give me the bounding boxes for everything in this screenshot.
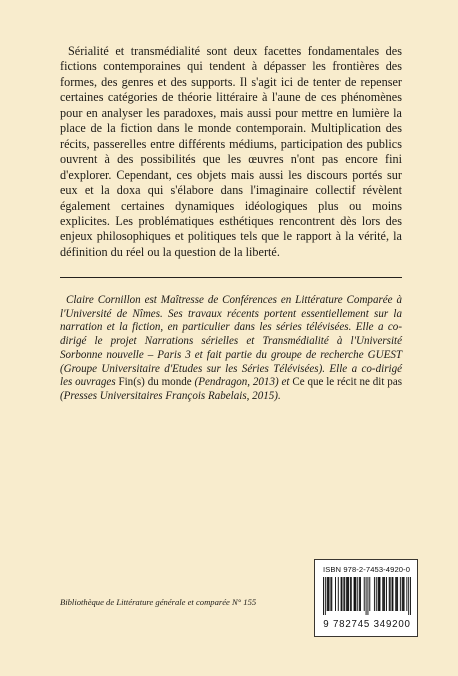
barcode-bar [395,577,396,611]
barcode-bar [374,577,375,611]
barcode-bar [351,577,352,611]
author-bio-part-3: (Presses Universitaires François Rabelais, 2015). [60,389,281,402]
barcode-bar [390,577,391,611]
barcode-bar [329,577,330,611]
barcode-bar [378,577,379,611]
barcode-bar [406,577,407,611]
barcode-bar [346,577,347,611]
barcode-bar [380,577,381,611]
barcode-bar [389,577,390,611]
barcode-bar [350,577,351,611]
barcode-bar [354,577,355,611]
barcode-bar [335,577,336,611]
isbn-text: ISBN 978-2-7453-4920-0 [323,565,411,574]
author-bio-part-2: (Pendragon, 2013) et [191,376,293,389]
author-biography [60,294,402,404]
barcode-bar [379,577,380,611]
barcode-bar [342,577,343,611]
barcode-bar [330,577,331,611]
barcode-bar [328,577,329,611]
author-bio-part-1: Claire Cornillon est Maîtresse de Conférences en Littérature Comparée à l'Université de Nîmes. Ses travaux récents portent essentiellement sur la narration et la fiction, en particulier dans les séries télévisées. Elle a co-dirigé le projet Narrations sérielles et Transmédialité à l'Université Sorbonne nouvelle – Paris 3 et fait partie du groupe de recherche GUEST (Groupe Universitaire d'Etudes sur les Séries Télévisées). Elle a co-dirigé les ouvrages [60,294,402,389]
barcode-bar [366,577,367,615]
barcode-digits: 9 782745 349200 [323,619,411,630]
barcode-bar [343,577,344,611]
barcode-bar [408,577,409,615]
barcode-bar [357,577,358,611]
book-title-fins-du-monde: Fin(s) du monde [118,376,192,389]
barcode-bar [325,577,326,615]
barcode-label [314,559,418,637]
section-divider [60,277,402,278]
barcode-bar [397,577,398,611]
barcode-bar [410,577,411,615]
barcode-bar [364,577,365,611]
barcode-bar [392,577,393,611]
book-summary: Sérialité et transmédialité sont deux facettes fondamentales des fictions contemporaines qui tendent à dépasser les frontières des formes, des genres et des supports. Il s'agit ici de tenter de repenser certaines catégories de théorie littéraire à l'aune de ces phénomènes pour en analyser les paradoxes, mais aussi pour mettre en lumière la place de la fiction dans le monde contemporain. Multiplication des récits, passerelles entre différents médiums, participation des publics ouvrent à des possibilités que les œuvres n'ont pas encore fini d'explorer. Cependant, ces objets mais aussi les discours portés sur eux et la doxa qui s'élabore dans l'imaginaire collectif révèlent également certaines dynamiques idéologiques plus ou moins explicites. Les problématiques esthétiques rencontrent dès lors des enjeux philosophiques et politiques tels que le rapport à la vérité, la définition du réel ou la question de la liberté. [60,44,402,259]
barcode-bar [323,577,324,615]
barcode-bar [383,577,384,611]
barcode-bars [323,577,411,615]
barcode-bar [354,577,355,611]
barcode-bar [384,577,385,611]
barcode-bar [382,577,383,611]
barcode-bar [327,577,328,611]
barcode-bar [404,577,405,611]
barcode-bar [359,577,360,611]
book-title-ce-que-le-recit: Ce que le récit ne dit pas [292,376,403,389]
barcode-bar [331,577,332,611]
barcode-bar [396,577,397,611]
barcode-bar [347,577,348,611]
barcode-bar [400,577,401,611]
barcode-bar [403,577,404,611]
barcode-bar [344,577,345,611]
barcode-bar [355,577,356,611]
barcode-bar [360,577,361,611]
barcode-bar [392,577,393,611]
barcode-bar [402,577,403,611]
barcode-bar [367,577,368,615]
barcode-bar [348,577,349,611]
barcode-bar [386,577,387,611]
barcode-bar [338,577,339,611]
barcode-bar [376,577,377,611]
barcode-bar [341,577,342,611]
barcode-bar [369,577,370,611]
series-label: Bibliothèque de Littérature générale et comparée N° 155 [60,597,257,607]
